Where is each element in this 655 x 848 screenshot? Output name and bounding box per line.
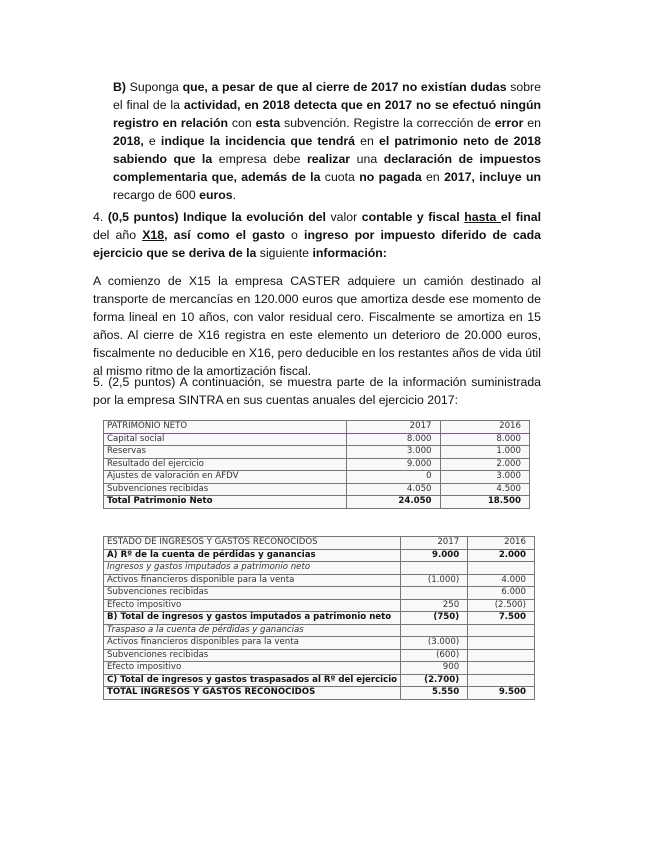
row-label: Reservas bbox=[104, 446, 347, 459]
text-run: 4. bbox=[93, 210, 108, 224]
value-2016: (2.500) bbox=[468, 599, 535, 612]
value-2017 bbox=[401, 587, 468, 600]
value-2016: 7.500 bbox=[468, 612, 535, 625]
paragraph-b bbox=[113, 78, 541, 204]
value-2016: 2016 bbox=[440, 421, 529, 434]
table-row bbox=[104, 549, 535, 562]
row-label: A) Rº de la cuenta de pérdidas y ganancias bbox=[104, 549, 401, 562]
value-2016: 4.500 bbox=[440, 483, 529, 496]
text-run: no pagada bbox=[359, 170, 422, 184]
table-row bbox=[104, 599, 535, 612]
value-2017: 2017 bbox=[401, 537, 468, 550]
table-row bbox=[104, 471, 530, 484]
table-row bbox=[104, 574, 535, 587]
row-label: Efecto impositivo bbox=[104, 599, 401, 612]
row-label: Total Patrimonio Neto bbox=[104, 496, 347, 509]
text-run: en bbox=[421, 170, 445, 184]
value-2016 bbox=[468, 624, 535, 637]
text-run: , así como el gasto bbox=[164, 228, 285, 242]
table-row bbox=[104, 458, 530, 471]
text-run: cuota bbox=[320, 170, 360, 184]
text-run: empresa debe bbox=[212, 152, 308, 166]
text-run: subvención. Registre la corrección de bbox=[280, 116, 495, 130]
value-2017: 4.050 bbox=[346, 483, 440, 496]
row-label: Efecto impositivo bbox=[104, 662, 401, 675]
value-2016: 8.000 bbox=[440, 433, 529, 446]
text-run: realizar bbox=[307, 152, 351, 166]
value-2016 bbox=[468, 649, 535, 662]
table-row bbox=[104, 649, 535, 662]
table-row bbox=[104, 433, 530, 446]
value-2017: 9.000 bbox=[401, 549, 468, 562]
text-run: información: bbox=[312, 246, 387, 260]
value-2016: 1.000 bbox=[440, 446, 529, 459]
value-2016: 3.000 bbox=[440, 471, 529, 484]
row-label: Subvenciones recibidas bbox=[104, 587, 401, 600]
row-label: B) Total de ingresos y gastos imputados a patrimonio neto bbox=[104, 612, 401, 625]
row-label: Activos financieros disponible para la venta bbox=[104, 574, 401, 587]
text-run: indique la incidencia que tendrá bbox=[160, 134, 356, 148]
table-row bbox=[104, 624, 535, 637]
row-label: C) Total de ingresos y gastos traspasados al Rº del ejercicio bbox=[104, 674, 401, 687]
text-run: en bbox=[355, 134, 379, 148]
text-run: sobre el final de la bbox=[113, 80, 541, 112]
value-2017: (1.000) bbox=[401, 574, 468, 587]
value-2017: (750) bbox=[401, 612, 468, 625]
value-2017: 250 bbox=[401, 599, 468, 612]
text-run: Suponga bbox=[125, 80, 183, 94]
text-run: ingreso por impuesto diferido de cada ejercicio que se deriva de la bbox=[93, 228, 541, 260]
text-run: del año bbox=[93, 228, 143, 242]
text-run: euros bbox=[199, 188, 233, 202]
value-2017: 900 bbox=[401, 662, 468, 675]
value-2016: 18.500 bbox=[440, 496, 529, 509]
value-2016: 2.000 bbox=[468, 549, 535, 562]
text-run: B) bbox=[113, 80, 126, 94]
table-row bbox=[104, 587, 535, 600]
text-run: error bbox=[494, 116, 524, 130]
text-run: A comienzo de X15 la empresa CASTER adquiere un camión destinado al transporte de mercancías en 120.000 euros que amortiza desde ese momento de forma lineal en 10 años, con valor residual cero. Fiscalmente se amortiza en 15 años. Al cierre de X16 registra en este elemento un deterioro de 20.000 euros, fiscalmente no deducible en X16, pero deducible en los restantes años de vida útil al mismo ritmo de la amortización fiscal. bbox=[93, 274, 541, 378]
value-2017: 0 bbox=[346, 471, 440, 484]
table-row bbox=[104, 562, 535, 575]
text-run: que, a pesar de que al cierre de 2017 no existían dudas bbox=[182, 80, 507, 94]
question-4-heading bbox=[93, 208, 541, 262]
text-run: una bbox=[350, 152, 384, 166]
text-run: esta bbox=[255, 116, 281, 130]
text-run: 2018, bbox=[113, 134, 144, 148]
text-run: el final bbox=[500, 210, 542, 224]
table-row bbox=[104, 687, 535, 700]
text-run: 5. (2,5 puntos) A continuación, se muestra parte de la información suministrada por la empresa SINTRA en sus cuentas anuales del ejercicio 2017: bbox=[93, 375, 541, 407]
text-run: con bbox=[228, 116, 256, 130]
table-row bbox=[104, 446, 530, 459]
patrimonio-neto-table bbox=[103, 420, 530, 509]
row-label: Subvenciones recibidas bbox=[104, 483, 347, 496]
text-run: siguiente bbox=[256, 246, 313, 260]
value-2017: (2.700) bbox=[401, 674, 468, 687]
table-row bbox=[104, 637, 535, 650]
value-2017: 24.050 bbox=[346, 496, 440, 509]
row-label: Ajustes de valoración en AFDV bbox=[104, 471, 347, 484]
value-2016: 9.500 bbox=[468, 687, 535, 700]
text-run: actividad, en 2018 detecta que en 2017 no se efectuó ningún registro en relación bbox=[113, 98, 542, 130]
text-run: declaración de impuestos complementaria que, además de la bbox=[113, 152, 541, 184]
table-row bbox=[104, 674, 535, 687]
text-run: o bbox=[284, 228, 305, 242]
text-run: 2017, incluye un bbox=[444, 170, 541, 184]
question-5-heading bbox=[93, 373, 541, 409]
table-row bbox=[104, 421, 530, 434]
value-2016 bbox=[468, 662, 535, 675]
text-run: recargo de 600 bbox=[113, 188, 200, 202]
value-2016: 2016 bbox=[468, 537, 535, 550]
row-label: ESTADO DE INGRESOS Y GASTOS RECONOCIDOS bbox=[104, 537, 401, 550]
row-label: TOTAL INGRESOS Y GASTOS RECONOCIDOS bbox=[104, 687, 401, 700]
value-2016 bbox=[468, 674, 535, 687]
row-label: Subvenciones recibidas bbox=[104, 649, 401, 662]
value-2016: 6.000 bbox=[468, 587, 535, 600]
table-row bbox=[104, 537, 535, 550]
question-4-statement bbox=[93, 272, 541, 380]
table-row bbox=[104, 612, 535, 625]
value-2016 bbox=[468, 637, 535, 650]
value-2016 bbox=[468, 562, 535, 575]
table-row bbox=[104, 662, 535, 675]
ingresos-gastos-table bbox=[103, 536, 535, 700]
text-run: (0,5 puntos) Indique la evolución del bbox=[107, 210, 326, 224]
value-2017: 2017 bbox=[346, 421, 440, 434]
text-run: hasta bbox=[464, 210, 501, 224]
value-2016: 2.000 bbox=[440, 458, 529, 471]
value-2017: (3.000) bbox=[401, 637, 468, 650]
value-2017: 9.000 bbox=[346, 458, 440, 471]
text-run: X18 bbox=[142, 228, 165, 242]
row-label: Capital social bbox=[104, 433, 347, 446]
table-row bbox=[104, 483, 530, 496]
table-row bbox=[104, 496, 530, 509]
row-label: PATRIMONIO NETO bbox=[104, 421, 347, 434]
value-2017: 5.550 bbox=[401, 687, 468, 700]
row-label: Activos financieros disponibles para la venta bbox=[104, 637, 401, 650]
text-run: e bbox=[143, 134, 161, 148]
row-label: Resultado del ejercicio bbox=[104, 458, 347, 471]
value-2017: (600) bbox=[401, 649, 468, 662]
value-2017: 3.000 bbox=[346, 446, 440, 459]
text-run: . bbox=[232, 188, 237, 202]
value-2017 bbox=[401, 562, 468, 575]
text-run: contable y fiscal bbox=[361, 210, 465, 224]
value-2017 bbox=[401, 624, 468, 637]
text-run: el patrimonio neto de 2018 sabiendo que la bbox=[113, 134, 541, 166]
row-label: Traspaso a la cuenta de pérdidas y ganancias bbox=[104, 624, 401, 637]
text-run: en bbox=[523, 116, 541, 130]
value-2016: 4.000 bbox=[468, 574, 535, 587]
value-2017: 8.000 bbox=[346, 433, 440, 446]
text-run: valor bbox=[325, 210, 362, 224]
row-label: Ingresos y gastos imputados a patrimonio neto bbox=[104, 562, 401, 575]
